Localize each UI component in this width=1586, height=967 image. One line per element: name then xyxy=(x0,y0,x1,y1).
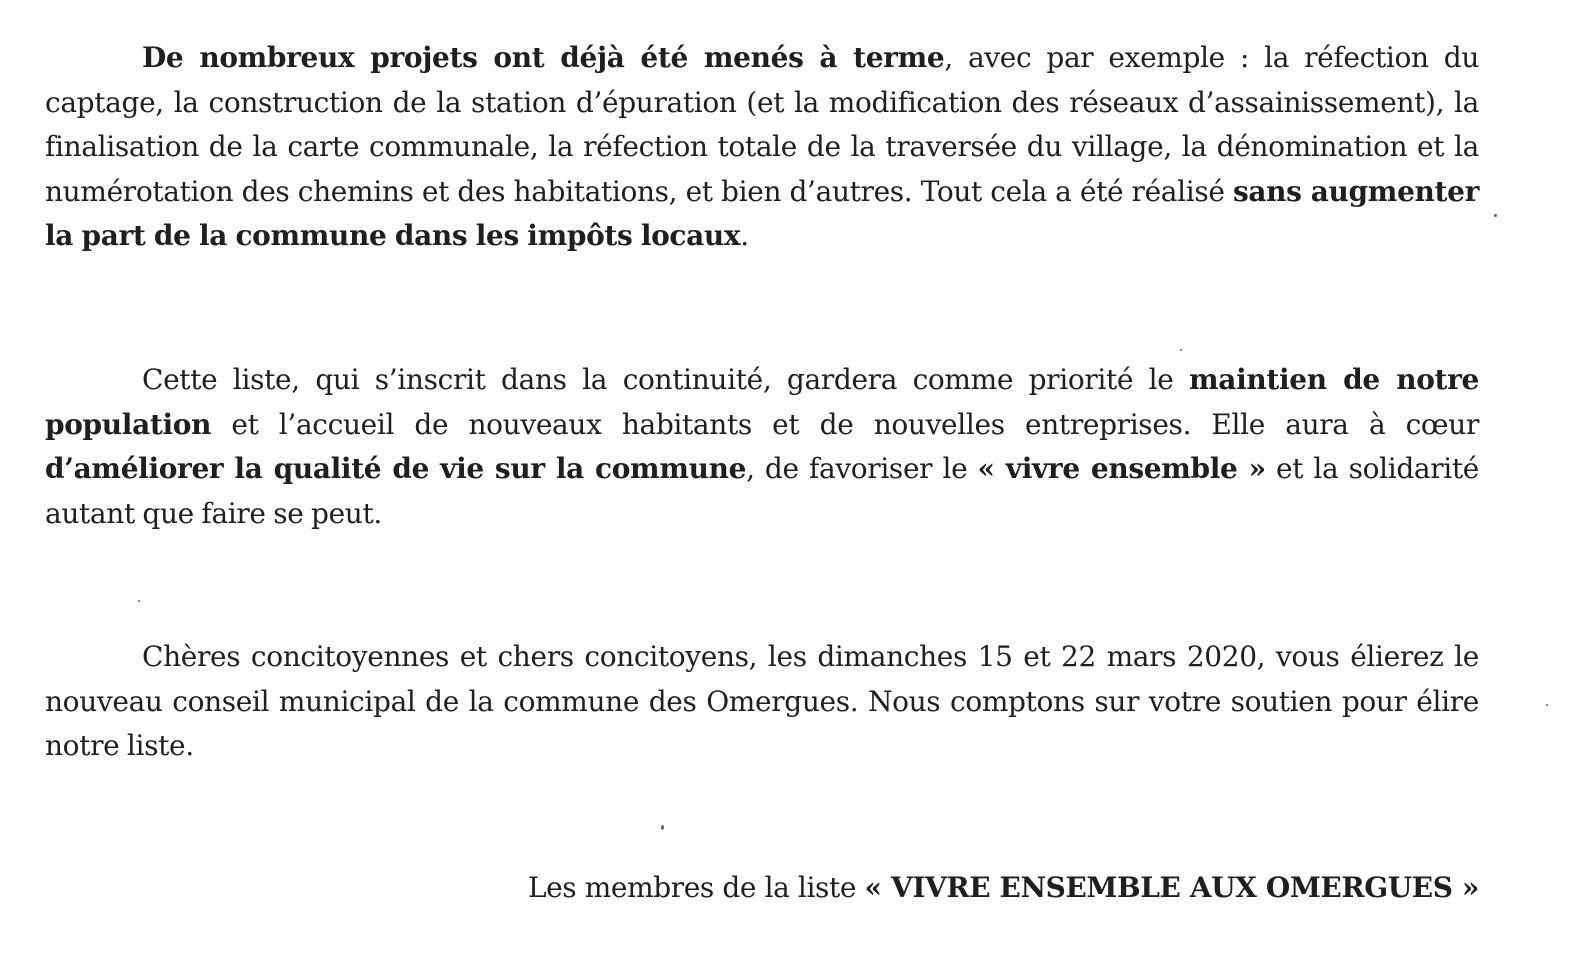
population-bold: maintien de notre population xyxy=(45,363,1479,441)
paragraph1-end: . xyxy=(740,219,749,252)
no-tax-increase-bold: sans augmenter la part de la commune dans les impôts locaux xyxy=(45,174,1479,252)
scan-speck xyxy=(1546,704,1548,706)
quality-of-life-bold: d’améliorer la qualité de vie sur la commune xyxy=(45,452,747,485)
priorities-text-2: et l’accueil de nouveaux habitants et de nouvelles entreprises. Elle aura à cœur xyxy=(211,407,1479,441)
priorities-text-1: Cette liste, qui s’inscrit dans la continuité, gardera comme priorité le xyxy=(142,363,1190,396)
scan-speck xyxy=(1494,214,1497,217)
signature-prefix: Les membres de la liste xyxy=(527,871,865,904)
paragraph-completed-projects xyxy=(45,36,1479,259)
projects-list-text: , avec par exemple : la réfection du captage, la construction de la station d’épuration (et la modification des réseaux d’assainissement), la finalisation de la carte communale, la réfection totale de la traversée du village, la dénomination et la numérotation des chemins et des habitations, et bien d’autres. Tout cela a été réalisé xyxy=(45,41,1479,208)
election-text: Chères concitoyennes et chers concitoyens, les dimanches 15 et 22 mars 2020, vous élierez le nouveau conseil municipal de la commune des Omergues. Nous comptons sur votre soutien pour élire notre liste. xyxy=(45,640,1479,762)
paragraph-election-call xyxy=(45,635,1479,769)
signature xyxy=(528,866,1479,911)
projects-completed-bold: De nombreux projets ont déjà été menés à terme xyxy=(142,41,945,74)
scan-speck xyxy=(1180,349,1182,351)
list-name: « VIVRE ENSEMBLE AUX OMERGUES » xyxy=(864,871,1479,904)
scan-speck xyxy=(661,825,664,830)
priorities-text-3: , de favoriser le xyxy=(746,452,978,485)
scan-speck xyxy=(138,600,140,602)
vivre-ensemble-bold: « vivre ensemble » xyxy=(977,452,1266,485)
paragraph-priorities xyxy=(45,358,1479,536)
priorities-text-4: et la solidarité autant que faire se peut. xyxy=(45,452,1480,530)
